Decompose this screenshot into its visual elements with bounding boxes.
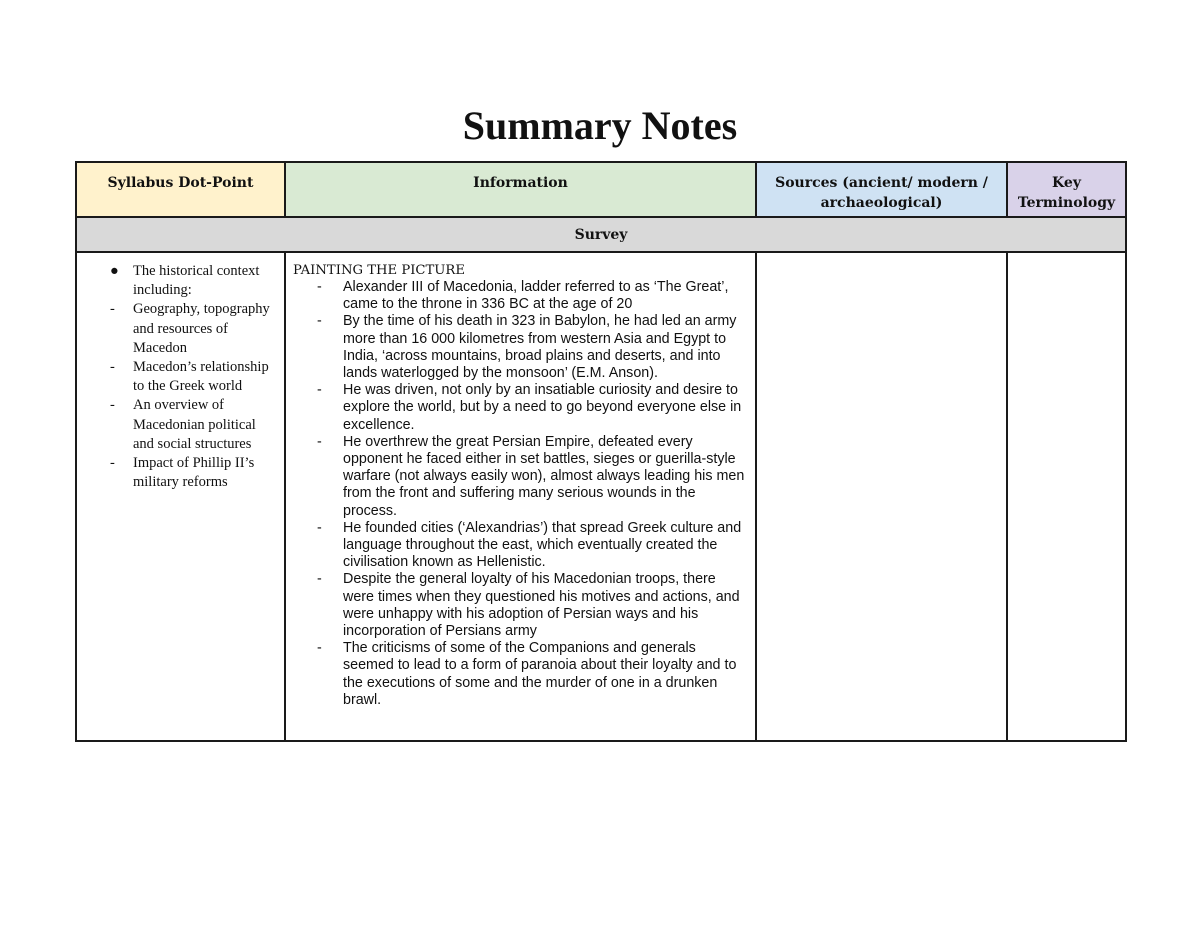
dash-marker: - (110, 397, 115, 414)
information-item-text: Alexander III of Macedonia, ladder referred to as ‘The Great’, came to the throne in 336 BC at the age of 20 (343, 279, 729, 313)
header-sources: Sources (ancient/ modern / archaeological) (756, 162, 1007, 217)
syllabus-item-text: Impact of Phillip II’s military reforms (133, 455, 255, 491)
syllabus-item-text: An overview of Macedonian political and social structures (133, 397, 256, 452)
information-item (293, 279, 749, 313)
information-item-text: Despite the general loyalty of his Macedonian troops, there were times when they questioned his motives and actions, and were unhappy with his adoption of Persian ways and his incorporation of Persians army (343, 571, 740, 640)
information-heading: PAINTING THE PICTURE (293, 263, 465, 278)
syllabus-list (77, 262, 280, 492)
dash-marker: - (317, 640, 322, 657)
content-row (76, 252, 1126, 741)
dash-marker: - (317, 382, 322, 399)
syllabus-item (77, 300, 280, 358)
syllabus-item-text: Macedon’s relationship to the Greek world (133, 359, 269, 395)
section-row (76, 217, 1126, 252)
syllabus-item-text: Geography, topography and resources of Macedon (133, 301, 270, 356)
dash-marker: - (317, 313, 322, 330)
dash-marker: - (110, 359, 115, 376)
syllabus-item (77, 454, 280, 492)
information-item-text: By the time of his death in 323 in Babylon, he had led an army more than 16 000 kilometres from western Asia and Egypt to India, ‘across mountains, broad plains and deserts, and into lands waterlogged by the monsoon’ (E.M. Anson). (343, 313, 737, 382)
key-terminology-cell (1007, 252, 1126, 741)
syllabus-cell (76, 252, 285, 741)
dash-marker: - (317, 433, 322, 450)
dash-marker: - (110, 301, 115, 318)
information-item-text: He was driven, not only by an insatiable curiosity and desire to explore the world, but by a need to go beyond everyone else in excellence. (343, 382, 742, 433)
information-item (293, 382, 749, 434)
information-item (293, 520, 749, 572)
dash-marker: - (317, 279, 322, 295)
information-item-text: The criticisms of some of the Companions and generals seemed to lead to a form of paranoia about their loyalty and to the executions of some and the murder of one in a drunken brawl. (343, 640, 737, 708)
syllabus-item (77, 262, 280, 300)
information-list (293, 279, 749, 709)
information-item (293, 640, 749, 709)
information-item-text: He overthrew the great Persian Empire, defeated every opponent he faced either in set battles, sieges or guerilla-style warfare (not always easily won), almost always leading his men from the front and suffering many serious wounds in the process. (343, 433, 745, 519)
header-syllabus-dot-point: Syllabus Dot-Point (76, 162, 285, 217)
information-item-text: He founded cities (‘Alexandrias’) that spread Greek culture and language throughout the east, which eventually created the civilisation known as Hellenistic. (343, 519, 742, 571)
page-title: Summary Notes (462, 103, 738, 148)
dash-marker: - (110, 455, 115, 472)
syllabus-item (77, 358, 280, 396)
header-key-terminology: Key Terminology (1007, 162, 1126, 217)
summary-notes-table (75, 161, 1127, 742)
header-row (76, 162, 1126, 217)
bullet-marker: ● (110, 263, 119, 279)
dash-marker: - (317, 519, 322, 536)
syllabus-item (77, 396, 280, 454)
header-information: Information (285, 162, 756, 217)
dash-marker: - (317, 571, 322, 588)
information-item (293, 434, 749, 520)
information-item (293, 313, 749, 382)
information-cell (285, 252, 756, 741)
section-label-survey: Survey (76, 217, 1126, 252)
information-item (293, 571, 749, 640)
syllabus-item-text: The historical context including: (133, 263, 260, 299)
sources-cell (756, 252, 1007, 741)
